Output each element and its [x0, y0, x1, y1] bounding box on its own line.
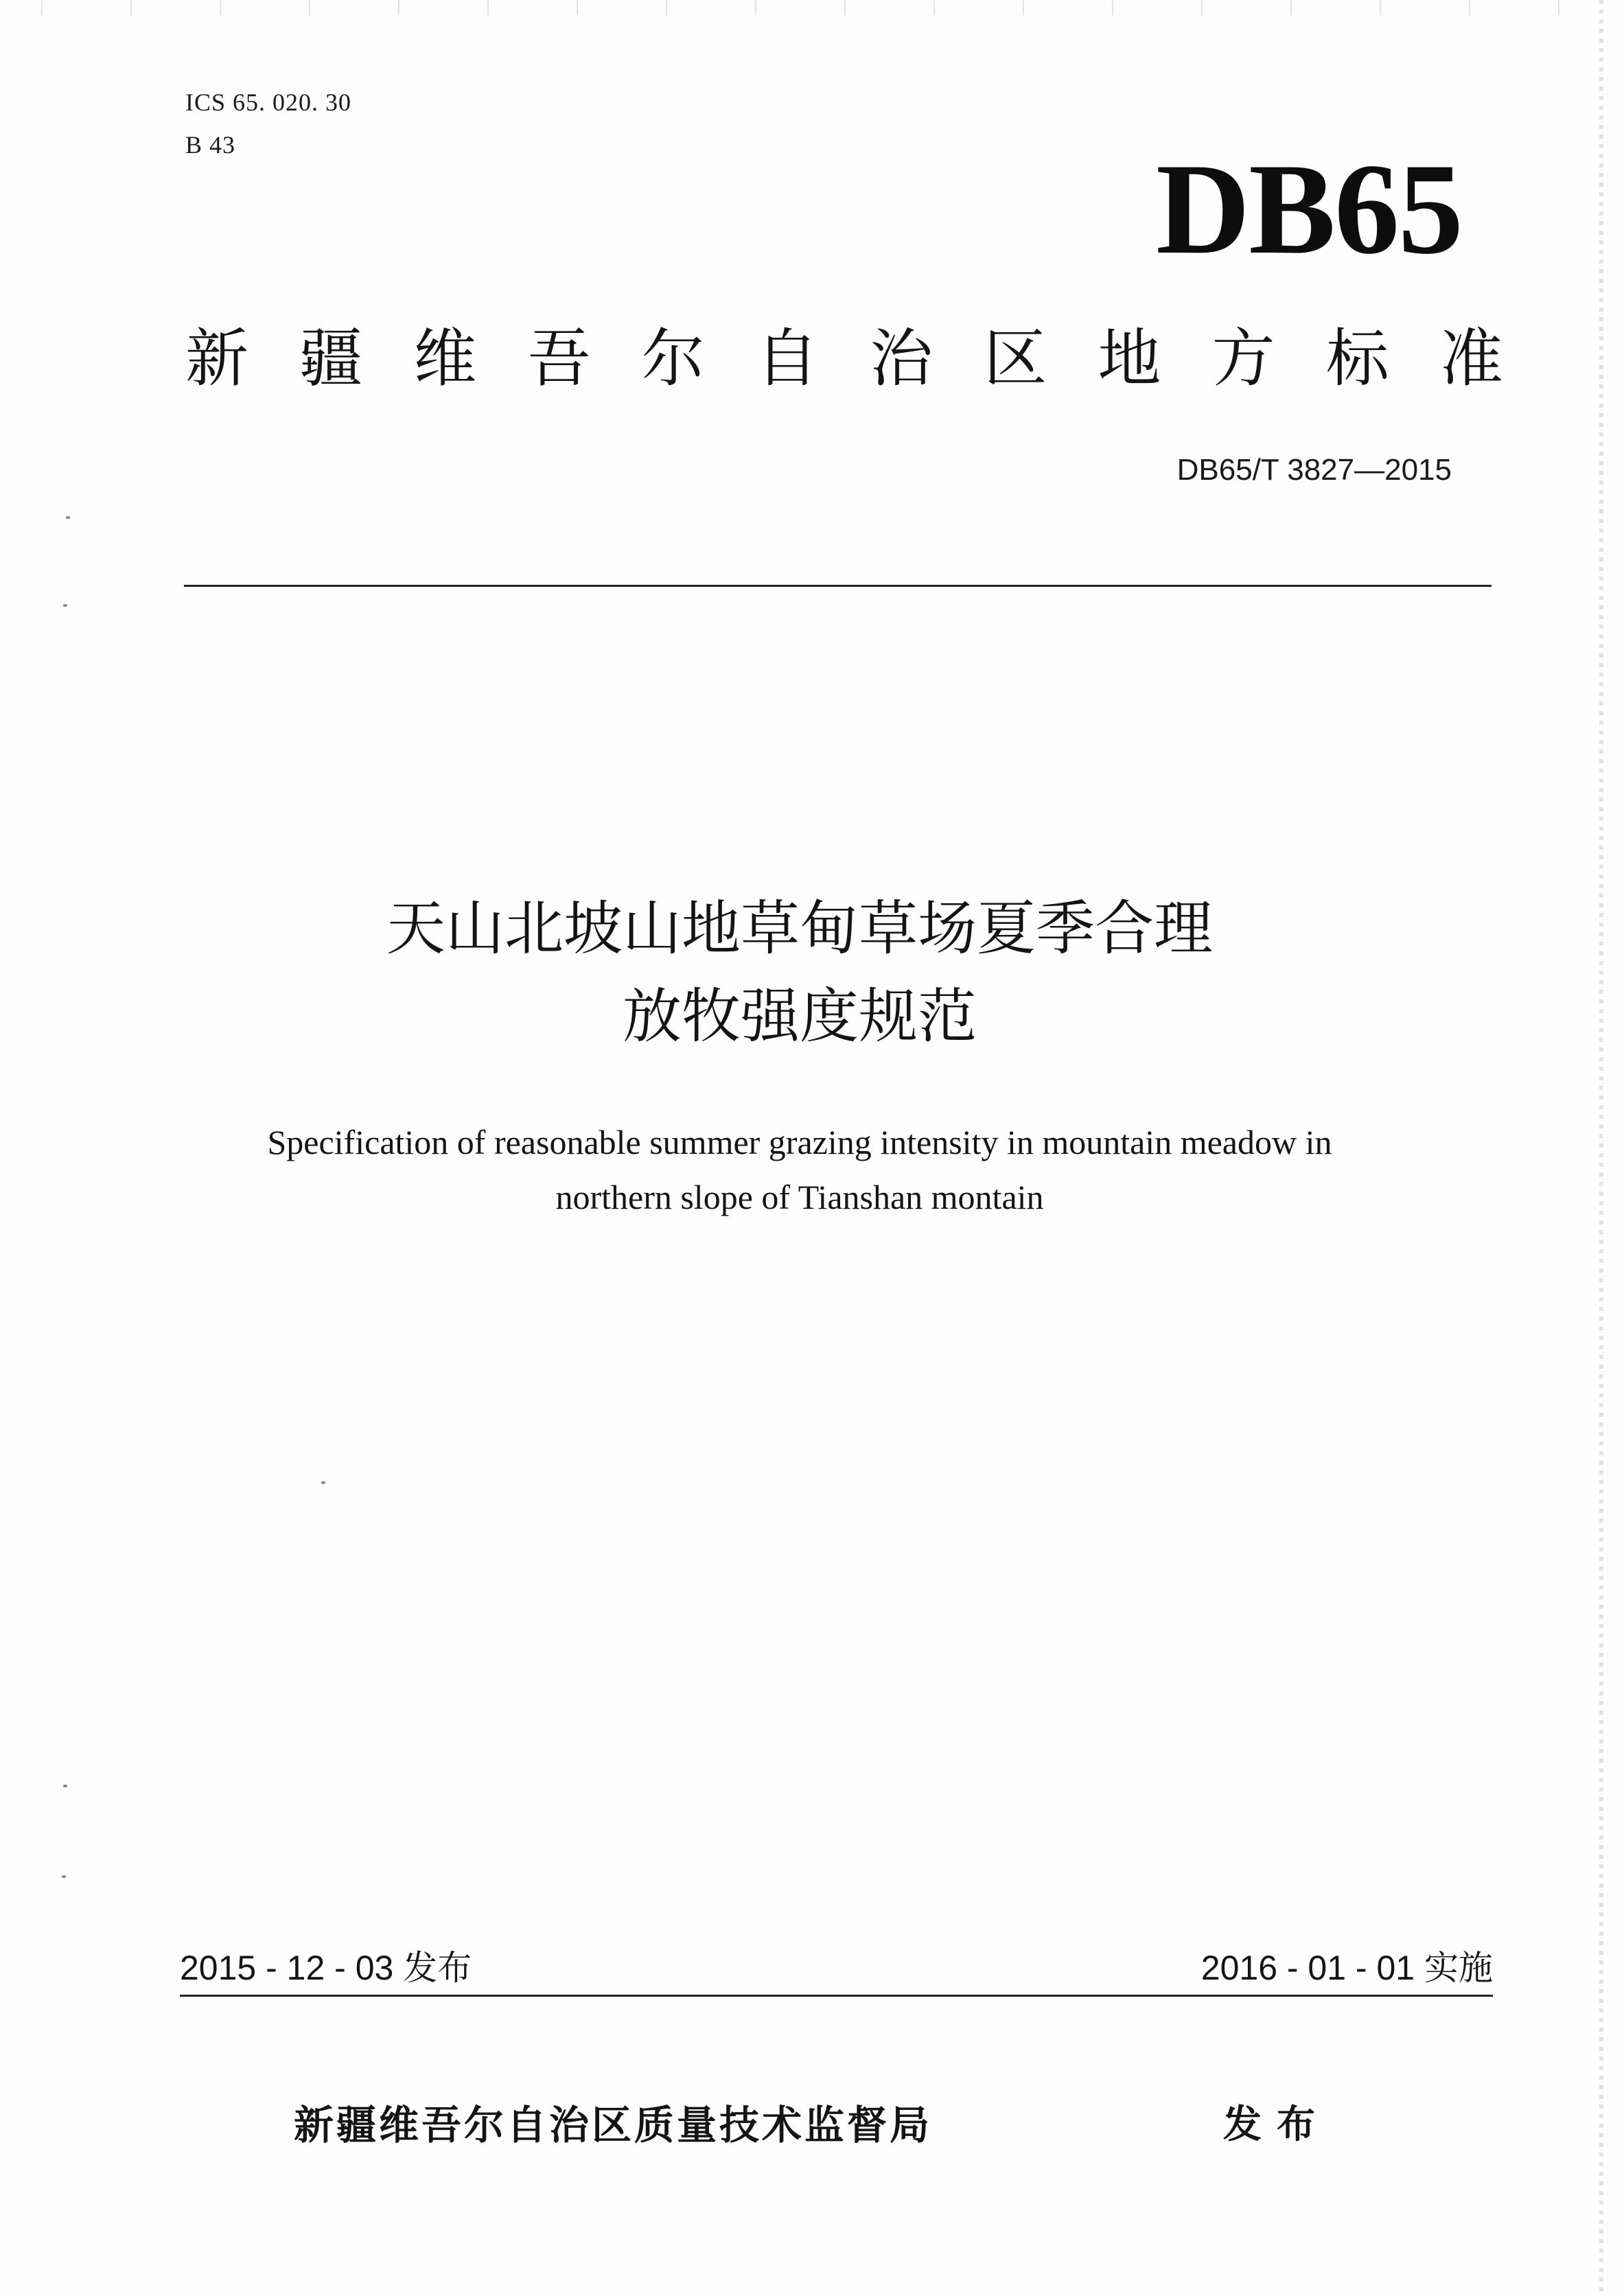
classification-code: B 43	[185, 131, 236, 159]
chinese-title-line-2: 放牧强度规范	[623, 982, 977, 1051]
chinese-title-line-1: 天山北坡山地草甸草场夏季合理	[386, 894, 1213, 963]
standard-type-char: 区	[984, 322, 1047, 395]
standard-type-char: 疆	[299, 322, 363, 395]
standard-type-char: 维	[413, 322, 477, 395]
standard-type-char: 地	[1098, 322, 1161, 395]
scan-speck	[66, 516, 70, 519]
scan-edge-top	[0, 0, 1624, 15]
standard-type-char: 准	[1439, 322, 1503, 395]
english-title-line-2: northern slope of Tianshan montain	[555, 1178, 1044, 1216]
standard-type-char: 治	[870, 322, 933, 395]
standard-mark: DB65	[1156, 137, 1462, 281]
implementation-date: 2016 - 01 - 01 实施	[1200, 1949, 1493, 1987]
standard-type-char: 新	[185, 322, 249, 395]
scan-speck	[63, 604, 67, 607]
ics-code: ICS 65. 020. 30	[185, 89, 352, 116]
scan-speck	[63, 1785, 67, 1787]
header-divider	[184, 585, 1492, 587]
footer-divider	[180, 1995, 1493, 1997]
issue-date: 2015 - 12 - 03 发布	[180, 1949, 472, 1987]
publish-label: 发布	[1223, 2102, 1330, 2147]
standard-type-char: 尔	[641, 322, 705, 395]
standard-type-char: 方	[1211, 322, 1275, 395]
english-title-line-1: Specification of reasonable summer grazing intensity in mountain meadow in	[267, 1123, 1332, 1161]
standard-type-char: 标	[1325, 322, 1389, 395]
scan-speck	[62, 1875, 66, 1878]
standard-type-char: 自	[755, 322, 819, 395]
publisher-name: 新疆维吾尔自治区质量技术监督局	[294, 2102, 933, 2148]
standard-number: DB65/T 3827—2015	[1176, 453, 1452, 487]
scan-speck	[321, 1481, 325, 1484]
standard-type-title	[185, 321, 1503, 397]
standard-type-char: 吾	[527, 322, 591, 395]
scan-edge-right	[1599, 0, 1603, 2296]
